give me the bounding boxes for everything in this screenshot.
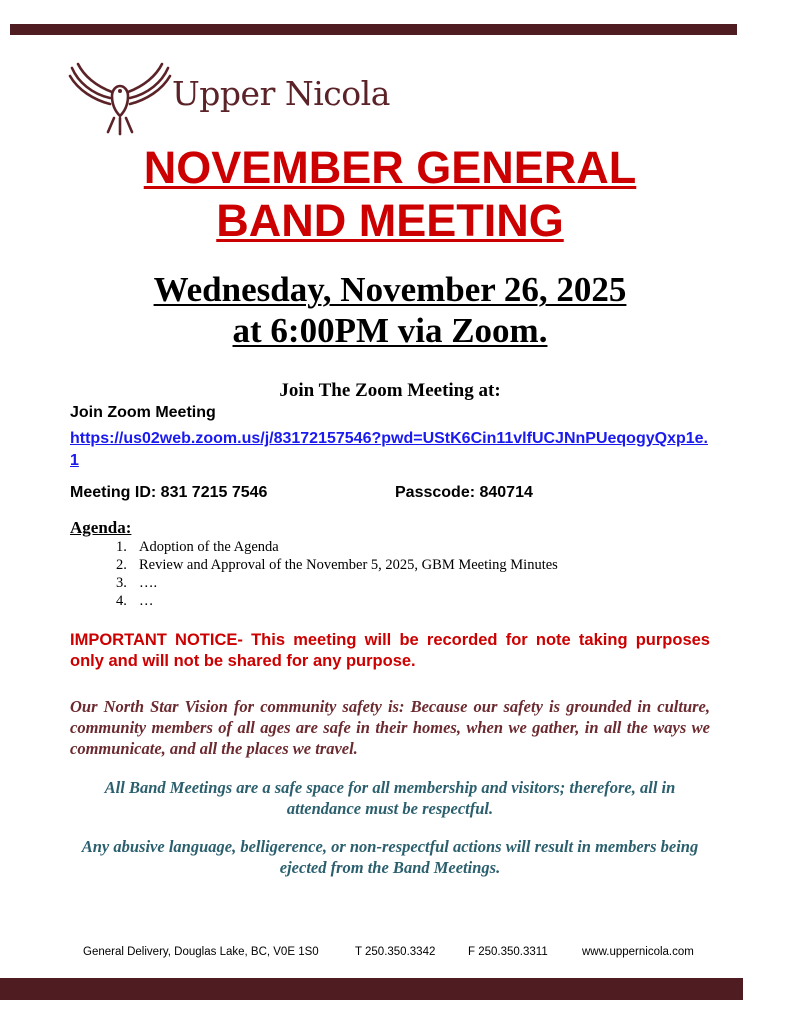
agenda-list (116, 538, 558, 610)
top-border-bar (10, 24, 737, 35)
agenda-item-text: … (139, 593, 154, 609)
logo-text: Upper Nicola (172, 74, 390, 113)
footer-phone: T 250.350.3342 (355, 946, 436, 958)
footer-address: General Delivery, Douglas Lake, BC, V0E 1S0 (83, 946, 319, 958)
agenda-item-text: …. (139, 575, 158, 591)
agenda-item-number: 4. (116, 593, 127, 609)
meeting-id: Meeting ID: 831 7215 7546 (70, 484, 268, 501)
agenda-item (116, 556, 558, 574)
agenda-item-text: Adoption of the Agenda (139, 539, 279, 555)
vision-statement: Our North Star Vision for community safety is: Because our safety is grounded in culture, community members of all ages are safe in their homes, when we gather, in all the ways we communicate, and all the places we travel. (70, 697, 710, 758)
agenda-item-number: 3. (116, 575, 127, 591)
title-line-2: BAND MEETING (216, 195, 564, 246)
agenda-heading: Agenda: (70, 518, 132, 537)
zoom-heading: Join The Zoom Meeting at: (279, 380, 501, 401)
eagle-icon (68, 60, 172, 136)
agenda-item (116, 538, 558, 556)
agenda-item (116, 574, 558, 592)
footer-website[interactable]: www.uppernicola.com (582, 946, 694, 958)
meeting-time: at 6:00PM via Zoom. (232, 311, 548, 350)
important-notice: IMPORTANT NOTICE- This meeting will be recorded for note taking purposes only and will not be shared for any purpose. (70, 631, 710, 670)
conduct-statement: Any abusive language, belligerence, or non-respectful actions will result in members being ejected from the Band Meetings. (81, 837, 699, 877)
title-line-1: NOVEMBER GENERAL (143, 142, 637, 193)
passcode: Passcode: 840714 (395, 484, 533, 501)
bottom-border-bar (0, 978, 743, 1000)
logo (68, 60, 390, 136)
zoom-link[interactable]: https://us02web.zoom.us/j/83172157546?pwd=UStK6Cin11vlfUCJNnPUeqogyQxp1e.1 (70, 430, 708, 469)
agenda-item-number: 1. (116, 539, 127, 555)
join-zoom-label: Join Zoom Meeting (70, 404, 216, 421)
safe-space-statement: All Band Meetings are a safe space for all membership and visitors; therefore, all in attendance must be respectful. (104, 778, 676, 818)
agenda-item-number: 2. (116, 557, 127, 573)
agenda-item-text: Review and Approval of the November 5, 2025, GBM Meeting Minutes (139, 557, 558, 573)
agenda-item (116, 592, 558, 610)
footer-fax: F 250.350.3311 (468, 946, 548, 958)
meeting-date: Wednesday, November 26, 2025 (153, 270, 627, 309)
